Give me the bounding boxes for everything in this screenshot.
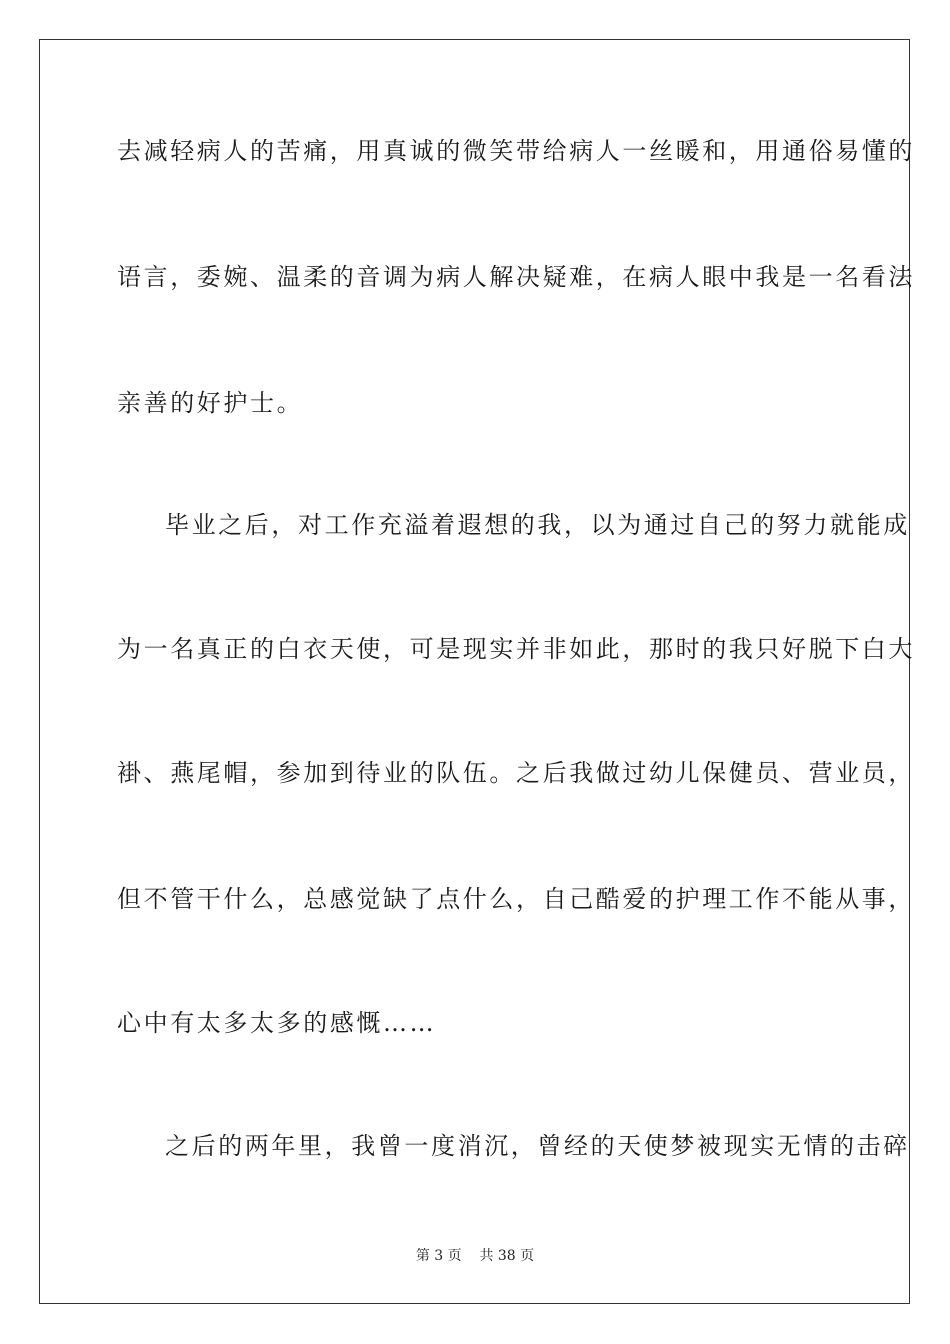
page-number: 第 3 页 <box>415 1248 462 1264</box>
text-line-2: 语言，委婉、温柔的音调为病人解决疑难，在病人眼中我是一名看法 <box>117 263 915 291</box>
page-footer <box>0 1247 950 1265</box>
text-line-9: 之后的两年里，我曾一度消沉，曾经的天使梦被现实无情的击碎 <box>165 1132 910 1160</box>
text-line-3: 亲善的好护士。 <box>117 389 304 417</box>
text-line-1: 去减轻病人的苦痛，用真诚的微笑带给病人一丝暖和，用通俗易懂的 <box>117 137 915 165</box>
text-line-7: 但不管干什么，总感觉缺了点什么，自己酷爱的护理工作不能从事， <box>117 885 915 913</box>
text-line-6: 褂、燕尾帽，参加到待业的队伍。之后我做过幼儿保健员、营业员， <box>117 759 915 787</box>
page-frame <box>39 39 910 1304</box>
text-line-5: 为一名真正的白衣天使，可是现实并非如此，那时的我只好脱下白大 <box>117 635 915 663</box>
text-line-4: 毕业之后，对工作充溢着遐想的我，以为通过自己的努力就能成 <box>165 511 910 539</box>
page-total: 共 38 页 <box>479 1248 535 1264</box>
text-line-8: 心中有太多太多的感慨…… <box>117 1009 437 1037</box>
